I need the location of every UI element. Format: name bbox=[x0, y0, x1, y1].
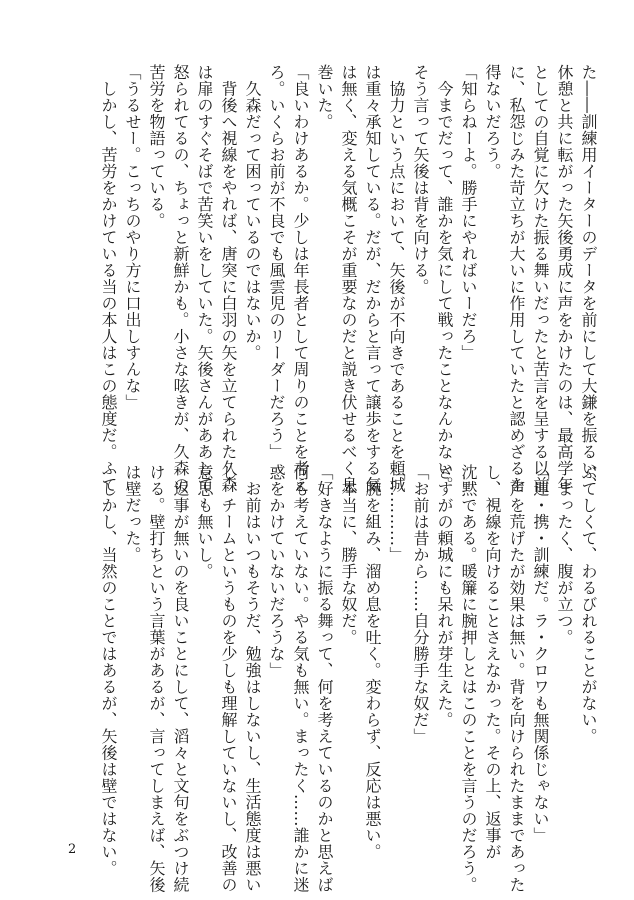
text-line: 本当に、勝手な奴だ。 bbox=[339, 464, 358, 646]
text-line: 「お前は昔から……自分勝手な奴だ」 bbox=[411, 464, 430, 745]
text-line: 返事が無いのを良いことにして、滔々と文句をぶつけ続 bbox=[171, 464, 190, 893]
text-line: 「うるせー。こっちのやり方に口出しすんな」 bbox=[123, 64, 142, 411]
text-line: し、視線を向けることさえなかった。その上、返事が bbox=[483, 464, 502, 860]
text-line: 意思も無いし。 bbox=[195, 464, 214, 580]
text-line: 「…………」 bbox=[387, 464, 406, 563]
text-line: た――訓練用イーターのデータを前にして大鎌を振るい、 bbox=[579, 64, 598, 493]
text-line: しかし、当然のことではあるが、矢後は壁ではない。 bbox=[99, 464, 118, 877]
text-line: ぶてしくて、わるびれることがない。 bbox=[579, 464, 598, 745]
text-line: 何も考えていない。やる気も無い。まったく……誰かに迷 bbox=[291, 464, 310, 893]
text-line: としての自覚に欠けた振る舞いだったと苦言を呈する以前 bbox=[531, 64, 550, 493]
text-line: 怒られてるの、ちょっと新鮮かも。小さな呟きが、久森の bbox=[171, 64, 190, 493]
text-line: お前はいつもそうだ、勉強はしないし、生活態度は悪い bbox=[243, 464, 262, 893]
text-line: は壁だった。 bbox=[123, 464, 142, 563]
text-line: 腕を組み、溜め息を吐く。変わらず、反応は悪い。 bbox=[363, 464, 382, 860]
text-line: は扉のすぐそばで苦笑いをしていた。矢後さんがああして bbox=[195, 64, 214, 493]
text-line: 惑をかけていないだろうな」 bbox=[267, 464, 286, 679]
text-line: は無く、変える気概こそが重要なのだと説き伏せるべく息 bbox=[339, 64, 358, 493]
text-line: 久森だって困っているのではないか。 bbox=[243, 64, 262, 361]
text-line: そう言って矢後は背を向ける。 bbox=[411, 64, 430, 295]
text-line: 「知らねーよ。勝手にやればいーだろ」 bbox=[459, 64, 478, 361]
text-block-lower bbox=[96, 464, 600, 893]
text-line: 「連・携・訓練だ。ラ・クロワも無関係じゃない」 bbox=[531, 464, 550, 844]
text-line: ろ。いくらお前が不良でも風雲児のリーダーだろう」 bbox=[267, 64, 286, 460]
text-line: 背後へ視線をやれば、唐突に白羽の矢を立てられた久森 bbox=[219, 64, 238, 493]
text-line: 声を荒げたが効果は無い。背を向けられたままであった bbox=[507, 464, 526, 893]
page-number: 2 bbox=[68, 842, 77, 857]
text-line: 休憩と共に転がった矢後勇成に声をかけたのは、最高学年 bbox=[555, 64, 574, 493]
text-line: しかし、苦労をかけている当の本人はこの態度だ。ふて bbox=[99, 64, 118, 493]
text-line: し、チームというものを少しも理解していないし、改善の bbox=[219, 464, 238, 893]
text-line: 得ないだろう。 bbox=[483, 64, 502, 180]
text-line: に、私怨じみた苛立ちが大いに作用していたと認めざるを bbox=[507, 64, 526, 493]
text-line: 今までだって、誰かを気にして戦ったことなんかない。 bbox=[435, 64, 454, 493]
text-line: ける。壁打ちという言葉があるが、言ってしまえば、矢後 bbox=[147, 464, 166, 893]
text-line: 「好きなように振る舞って、何を考えているのかと思えば bbox=[315, 464, 334, 893]
text-line: まったく、腹が立つ。 bbox=[555, 464, 574, 646]
text-line: 巻いた。 bbox=[315, 64, 334, 130]
text-line: 沈黙である。暖簾に腕押しとはこのことを言うのだろう。 bbox=[459, 464, 478, 893]
text-line: は重々承知している。だが、だからと言って譲歩をする気 bbox=[363, 64, 382, 493]
text-line: 協力という点において、矢後が不向きであることを頼城 bbox=[387, 64, 406, 493]
text-line: 「良いわけあるか。少しは年長者として周りのことを考え bbox=[291, 64, 310, 493]
text-line: 苦労を物語っている。 bbox=[147, 64, 166, 229]
text-block-upper bbox=[96, 64, 600, 493]
text-line: さすがの頼城にも呆れが芽生えた。 bbox=[435, 464, 454, 728]
